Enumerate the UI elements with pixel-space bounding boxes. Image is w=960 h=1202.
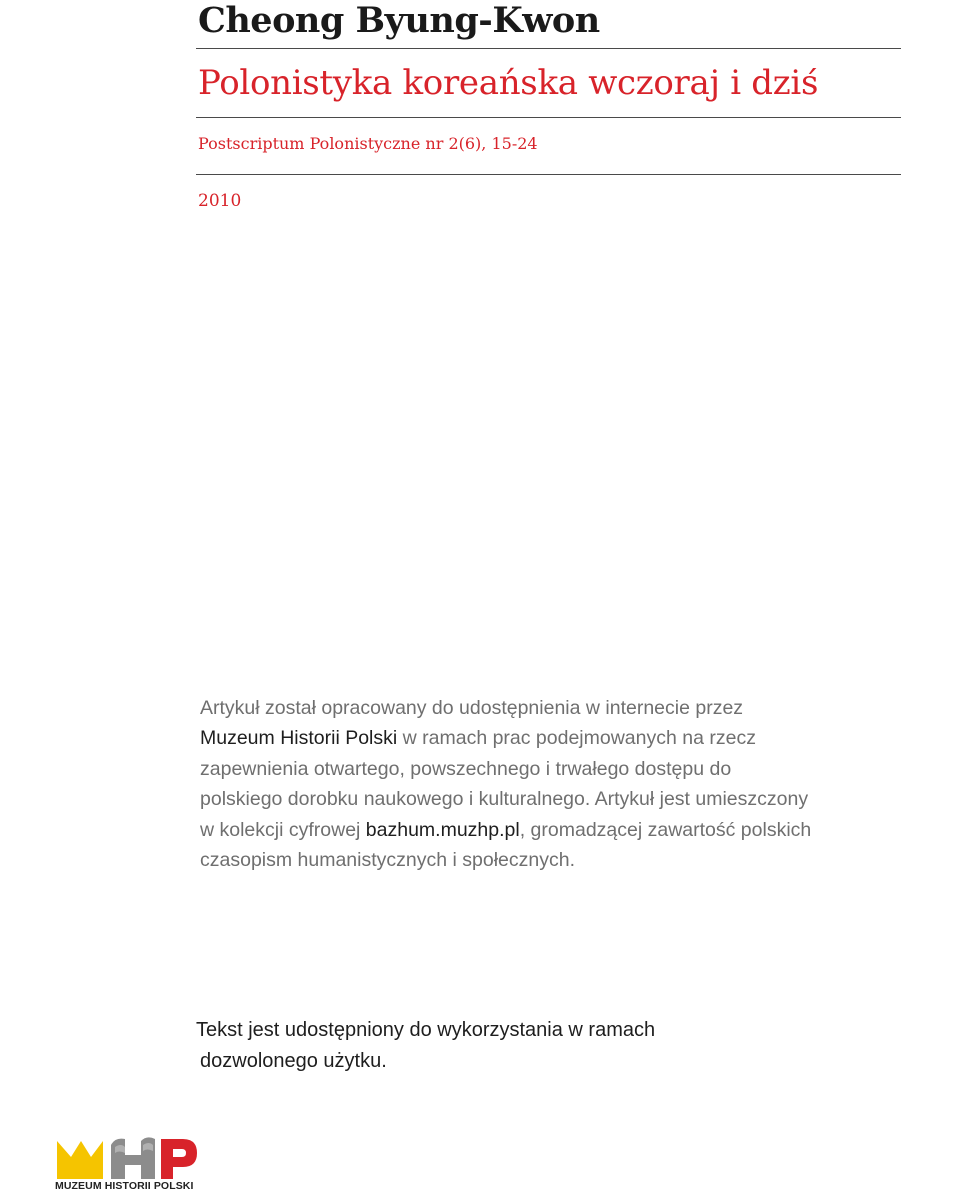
logo-p-shape (161, 1139, 197, 1179)
logo-caption: MUZEUM HISTORII POLSKI (55, 1180, 194, 1192)
notice-line-5-pre: w kolekcji cyfrowej (200, 818, 366, 841)
notice-line-2-rest: w ramach prac podejmowanych na rzecz (397, 727, 756, 750)
notice-line-6: czasopism humanistycznych i społecznych. (200, 849, 575, 872)
license-line-2: dozwolonego użytku. (200, 1050, 387, 1072)
divider-top (196, 48, 901, 49)
collection-link[interactable]: bazhum.muzhp.pl (365, 818, 520, 841)
notice-line-1: Artykuł został opracowany do udostępnienia w internecie przez (200, 697, 744, 719)
institution-name: Muzeum Historii Polski (200, 727, 398, 750)
license-line-1: Tekst jest udostępniony do wykorzystania w ramach (196, 1019, 656, 1041)
article-title: Polonistyka koreańska wczoraj i dziś (198, 63, 819, 103)
notice-line-5-post: , gromadzącej zawartość polskich (519, 818, 812, 841)
notice-line-2 (200, 723, 900, 753)
author-name: Cheong Byung-Kwon (198, 0, 600, 41)
logo-h-shape (111, 1137, 155, 1179)
divider-middle (196, 117, 901, 118)
notice-line-5 (200, 815, 900, 845)
logo-crown-shape (57, 1141, 103, 1179)
notice-line-4: polskiego dorobku naukowego i kulturalnego. Artykuł jest umieszczony (200, 788, 809, 811)
digitization-notice (200, 693, 900, 875)
notice-line-3: zapewnienia otwartego, powszechnego i trwałego dostępu do (200, 757, 732, 780)
publication-year: 2010 (198, 191, 242, 211)
divider-bottom (196, 174, 901, 175)
journal-citation: Postscriptum Polonistyczne nr 2(6), 15-24 (198, 134, 538, 153)
license-notice (196, 1015, 796, 1077)
